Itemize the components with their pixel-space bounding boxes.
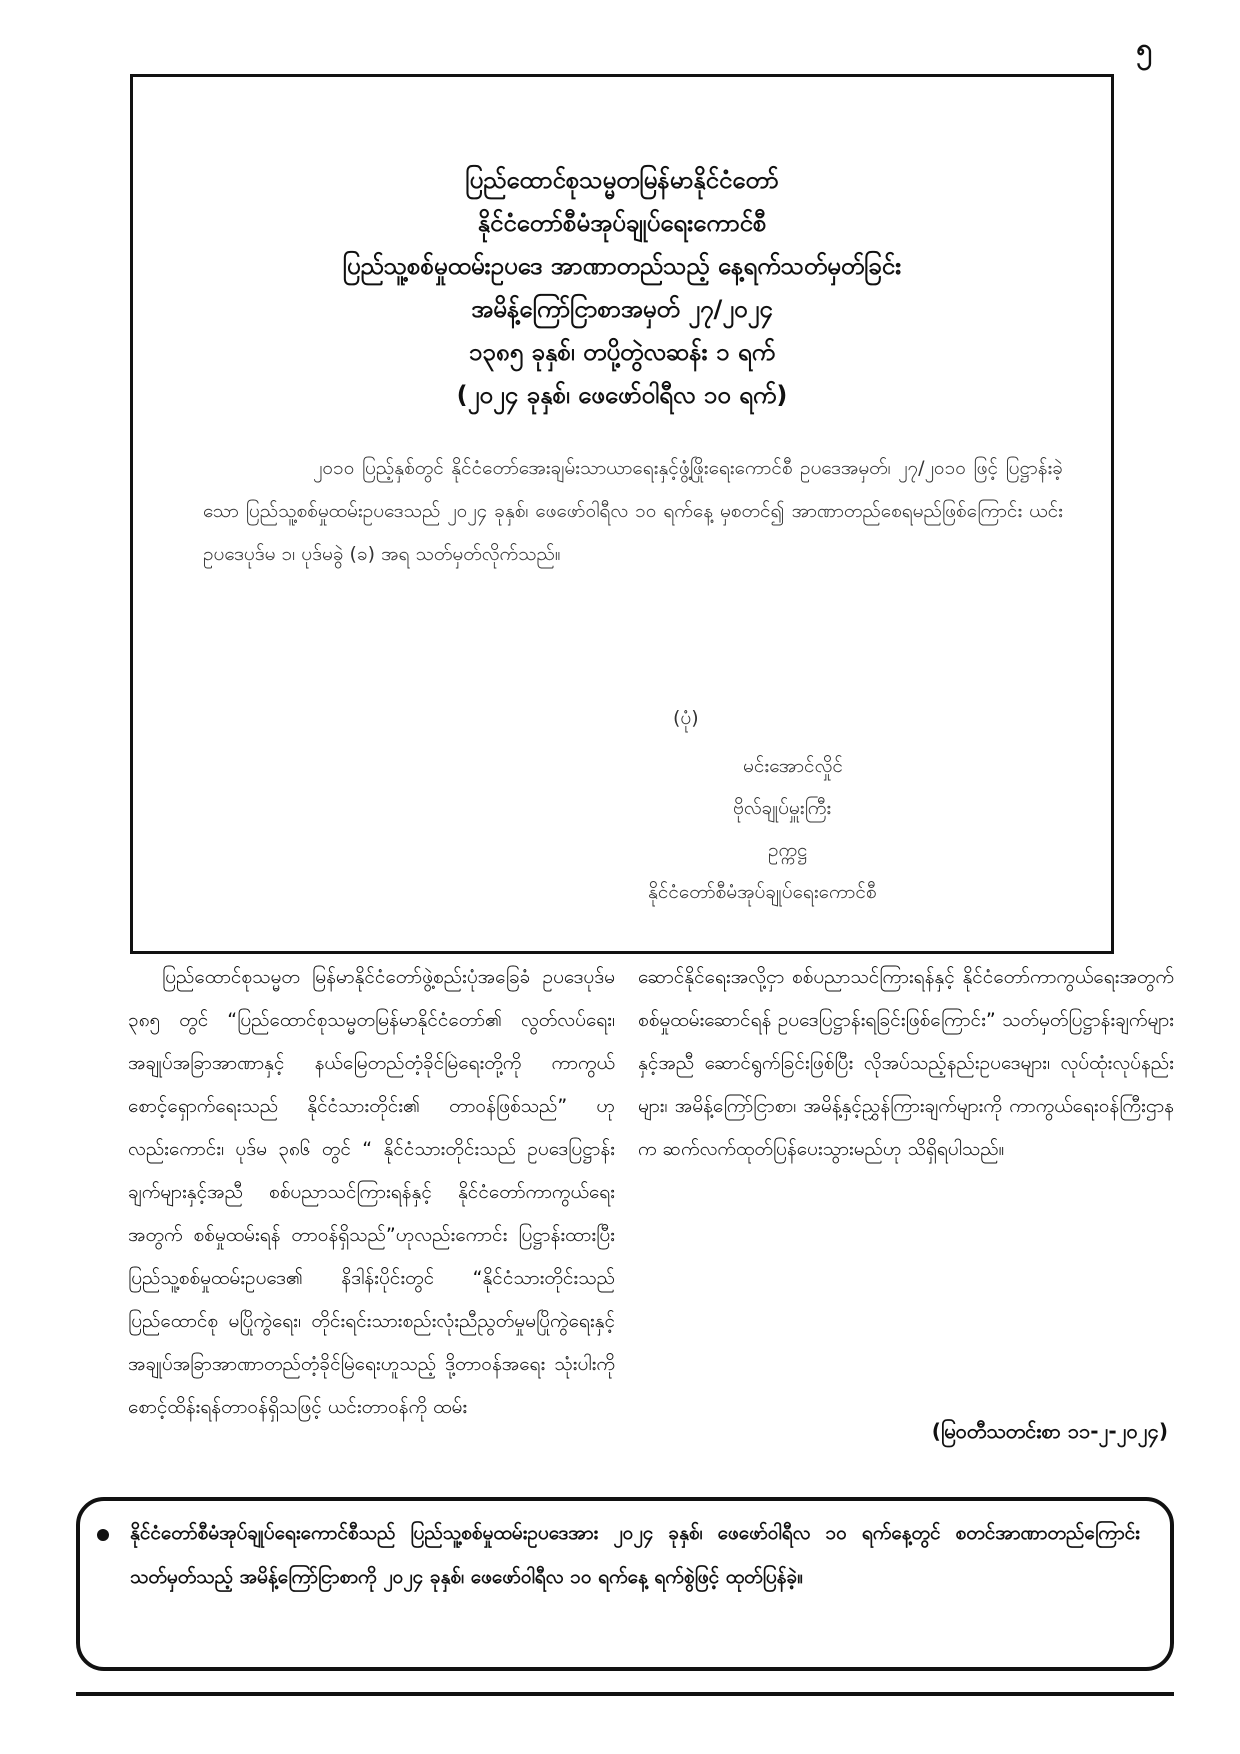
- signatory-rank: ဗိုလ်ချုပ်မှူးကြီး: [733, 797, 832, 819]
- article-right-column: ဆောင်နိုင်ရေးအလို့ငှာ စစ်ပညာသင်ကြားရန်နှင့် နိုင်ငံတော်ကာကွယ်ရေးအတွက် စစ်မှုထမ်းဆောင်ရန် ဥပဒေပြဋ္ဌာန်းရခြင်းဖြစ်ကြောင်း” သတ်မှတ်ပြဋ္ဌာန်းချက်များနှင့်အညီ ဆောင်ရွက်ခြင်းဖြစ်ပြီး လိုအပ်သည့်နည်းဥပဒေများ၊ လုပ်ထုံးလုပ်နည်းများ၊ အမိန့်ကြော်ငြာစာ၊ အမိန့်နှင့်ညွှန်ကြားချက်များကို ကာကွယ်ရေးဝန်ကြီးဌာနက ဆက်လက်ထုတ်ပြန်ပေးသွားမည်ဟု သိရှိရပါသည်။: [638, 966, 1174, 1160]
- bullet-icon: [97, 1529, 109, 1541]
- council-name: နိုင်ငံတော်စီမံအုပ်ချုပ်ရေးကောင်စီ: [477, 209, 767, 237]
- summary-text: နိုင်ငံတော်စီမံအုပ်ချုပ်ရေးကောင်စီသည် ပြည်သူ့စစ်မှုထမ်းဥပဒေအား ၂၀၂၄ ခုနှစ်၊ ဖေဖော်ဝါရီလ ၁၀ ရက်နေ့တွင် စတင်အာဏာတည်ကြောင်း သတ်မှတ်သည့် အမိန့်ကြော်ငြာစာကို ၂၀၂၄ ခုနှစ်၊ ဖေဖော်ဝါရီလ ၁၀ ရက်နေ့ ရက်စွဲဖြင့် ထုတ်ပြန်ခဲ့။: [130, 1522, 1140, 1588]
- gregorian-date: (၂၀၂၄ ခုနှစ်၊ ဖေဖော်ဝါရီလ ၁၀ ရက်): [456, 381, 788, 409]
- notice-body: ၂၀၁၀ ပြည့်နှစ်တွင် နိုင်ငံတော်အေးချမ်းသာယာရေးနှင့်ဖွံ့ဖြိုးရေးကောင်စီ ဥပဒေအမှတ်၊ ၂၇/၂၀၁၀ ဖြင့် ပြဋ္ဌာန်းခဲ့သော ပြည်သူ့စစ်မှုထမ်းဥပဒေသည် ၂၀၂၄ ခုနှစ်၊ ဖေဖော်ဝါရီလ ၁၀ ရက်နေ့ မှစတင်၍ အာဏာတည်စေရမည်ဖြစ်ကြောင်း ယင်းဥပဒေပုဒ်မ ၁၊ ပုဒ်မခွဲ (ခ) အရ သတ်မှတ်လိုက်သည်။: [203, 457, 1063, 565]
- notice-heading: [133, 159, 1111, 417]
- summary-box: [76, 1497, 1174, 1671]
- signatory-organization: နိုင်ငံတော်စီမံအုပ်ချုပ်ရေးကောင်စီ: [648, 881, 877, 903]
- signatory-name: မင်းအောင်လှိုင်: [743, 755, 843, 777]
- article-left-column: ပြည်ထောင်စုသမ္မတ မြန်မာနိုင်ငံတော်ဖွဲ့စည်းပုံအခြေခံ ဥပဒေပုဒ်မ ၃၈၅ တွင် “ပြည်ထောင်စုသမ္မတမြန်မာနိုင်ငံတော်၏ လွတ်လပ်ရေး၊ အချုပ်အခြာအာဏာနှင့် နယ်မြေတည်တံ့ခိုင်မြဲရေးတို့ကို ကာကွယ်စောင့်ရှောက်ရေးသည် နိုင်ငံသားတိုင်း၏ တာဝန်ဖြစ်သည်” ဟုလည်းကောင်း၊ ပုဒ်မ ၃၈၆ တွင် “ နိုင်ငံသားတိုင်းသည် ဥပဒေပြဋ္ဌာန်းချက်များနှင့်အညီ စစ်ပညာသင်ကြားရန်နှင့် နိုင်ငံတော်ကာကွယ်ရေးအတွက် စစ်မှုထမ်းရန် တာဝန်ရှိသည်”ဟုလည်းကောင်း ပြဋ္ဌာန်းထားပြီး ပြည်သူ့စစ်မှုထမ်းဥပဒေ၏ နိဒါန်းပိုင်းတွင် “နိုင်ငံသားတိုင်းသည် ပြည်ထောင်စု မပြိုကွဲရေး၊ တိုင်းရင်းသားစည်းလုံးညီညွတ်မှုမပြိုကွဲရေးနှင့် အချုပ်အခြာအာဏာတည်တံ့ခိုင်မြဲရေးဟူသည့် ဒို့တာဝန်အရေး သုံးပါးကို စောင့်ထိန်းရန်တာဝန်ရှိသဖြင့် ယင်းတာဝန်ကို ထမ်း: [128, 966, 615, 1418]
- signatory-title: ဥက္ကဋ္ဌ: [768, 839, 808, 861]
- article-columns: [128, 956, 1174, 1456]
- source-citation: (မြဝတီသတင်းစာ ၁၁-၂-၂၀၂၄): [931, 1419, 1168, 1443]
- notice-subject: ပြည်သူ့စစ်မှုထမ်းဥပဒေ အာဏာတည်သည့် နေ့ရက်သတ်မှတ်ခြင်း: [342, 252, 902, 280]
- signed-mark: (ပုံ): [673, 707, 699, 729]
- myanmar-date: ၁၃၈၅ ခုနှစ်၊ တပို့တွဲလဆန်း ၁ ရက်: [468, 338, 776, 366]
- page-number: ၅: [1136, 32, 1152, 65]
- official-notice-box: [130, 74, 1114, 954]
- country-name: ပြည်ထောင်စုသမ္မတမြန်မာနိုင်ငံတော်: [465, 166, 779, 194]
- footer-rule: [76, 1692, 1174, 1696]
- order-number: အမိန့်ကြော်ငြာစာအမှတ် ၂၇/၂၀၂၄: [471, 295, 773, 323]
